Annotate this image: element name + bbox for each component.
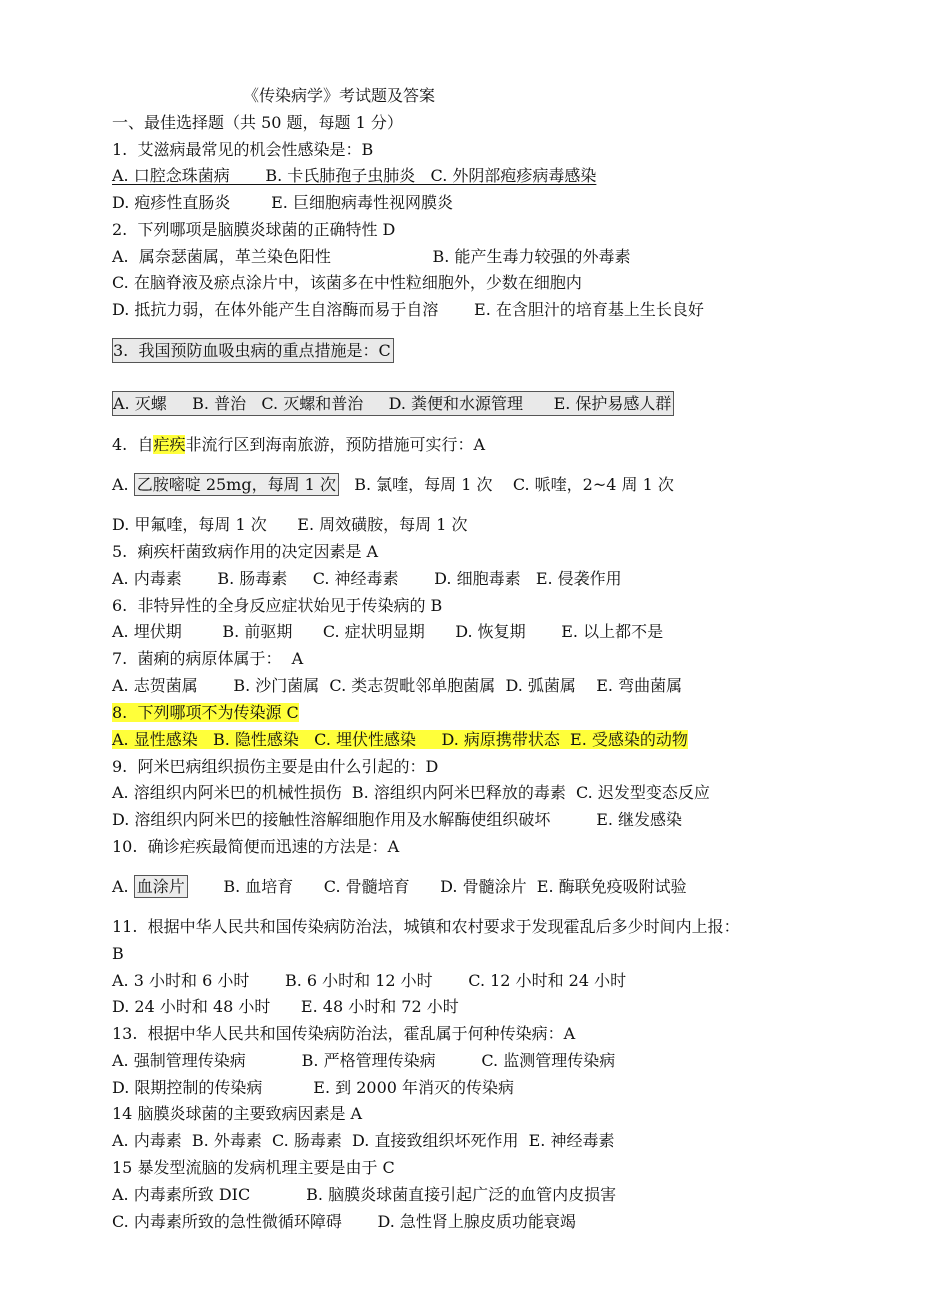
highlight-options-8: A. 显性感染 B. 隐性感染 C. 埋伏性感染 D. 病原携带状态 E. 受感染的动物 xyxy=(112,730,688,749)
question-14: 14 脑膜炎球菌的主要致病因素是 A xyxy=(112,1104,363,1123)
question-5: 5. 痢疾杆菌致病作用的决定因素是 A xyxy=(112,542,379,561)
highlight-malaria: 疟疾 xyxy=(153,435,186,454)
options-9a: A. 溶组织内阿米巴的机械性损伤 B. 溶组织内阿米巴释放的毒素 C. 迟发型变态反应 xyxy=(112,783,710,802)
options-14: A. 内毒素 B. 外毒素 C. 肠毒素 D. 直接致组织坏死作用 E. 神经毒素 xyxy=(112,1131,615,1150)
document-title: 《传染病学》考试题及答案 xyxy=(243,86,436,105)
question-10: 10. 确诊疟疾最简便而迅速的方法是：A xyxy=(112,837,400,856)
question-13: 13. 根据中华人民共和国传染病防治法，霍乱属于何种传染病：A xyxy=(112,1024,576,1043)
options-8 xyxy=(112,729,688,751)
question-8 xyxy=(112,702,299,724)
question-2: 2. 下列哪项是脑膜炎球菌的正确特性 D xyxy=(112,220,396,239)
options-2b: C. 在脑脊液及瘀点涂片中，该菌多在中性粒细胞外，少数在细胞内 xyxy=(112,273,582,292)
options-11a: A. 3 小时和 6 小时 B. 6 小时和 12 小时 C. 12 小时和 24 小时 xyxy=(112,971,627,990)
options-15a: A. 内毒素所致 DIC B. 脑膜炎球菌直接引起广泛的血管内皮损害 xyxy=(112,1185,617,1204)
answer-box-10: 血涂片 xyxy=(134,875,188,898)
options-13a: A. 强制管理传染病 B. 严格管理传染病 C. 监测管理传染病 xyxy=(112,1051,616,1070)
options-7: A. 志贺菌属 B. 沙门菌属 C. 类志贺毗邻单胞菌属 D. 弧菌属 E. 弯曲菌属 xyxy=(112,676,683,695)
answer-box-4: 乙胺嘧啶 25mg，每周 1 次 xyxy=(134,473,339,496)
options-3 xyxy=(112,393,674,415)
options-4b: D. 甲氟喹，每周 1 次 E. 周效磺胺，每周 1 次 xyxy=(112,515,468,534)
question-7: 7. 菌痢的病原体属于： A xyxy=(112,649,304,668)
question-1: 1. 艾滋病最常见的机会性感染是：B xyxy=(112,140,374,159)
options-13b: D. 限期控制的传染病 E. 到 2000 年消灭的传染病 xyxy=(112,1078,515,1097)
options-1b: D. 疱疹性直肠炎 E. 巨细胞病毒性视网膜炎 xyxy=(112,193,453,212)
options-5: A. 内毒素 B. 肠毒素 C. 神经毒素 D. 细胞毒素 E. 侵袭作用 xyxy=(112,569,622,588)
question-4: 4. 自疟疾非流行区到海南旅游，预防措施可实行：A xyxy=(112,435,486,454)
options-3-box: A. 灭螺 B. 普治 C. 灭螺和普治 D. 粪便和水源管理 E. 保护易感人群 xyxy=(112,391,674,416)
question-3 xyxy=(112,340,394,362)
options-2a: A. 属奈瑟菌属，革兰染色阳性 B. 能产生毒力较强的外毒素 xyxy=(112,247,631,266)
options-15b: C. 内毒素所致的急性微循环障碍 D. 急性肾上腺皮质功能衰竭 xyxy=(112,1212,576,1231)
section-heading: 一、最佳选择题（共 50 题，每题 1 分） xyxy=(112,113,403,132)
question-11: 11. 根据中华人民共和国传染病防治法，城镇和农村要求于发现霍乱后多少时间内上报： xyxy=(112,917,740,936)
options-10: A. 血涂片 B. 血培育 C. 骨髓培育 D. 骨髓涂片 E. 酶联免疫吸附试验 xyxy=(112,877,687,896)
question-6: 6. 非特异性的全身反应症状始见于传染病的 B xyxy=(112,596,443,615)
options-2c: D. 抵抗力弱，在体外能产生自溶酶而易于自溶 E. 在含胆汁的培育基上生长良好 xyxy=(112,300,704,319)
options-6: A. 埋伏期 B. 前驱期 C. 症状明显期 D. 恢复期 E. 以上都不是 xyxy=(112,622,664,641)
question-3-box: 3. 我国预防血吸虫病的重点措施是：C xyxy=(112,338,394,363)
options-1a: A. 口腔念珠菌病 B. 卡氏肺孢子虫肺炎 C. 外阴部疱疹病毒感染 xyxy=(112,166,597,185)
options-4a: A. 乙胺嘧啶 25mg，每周 1 次 B. 氯喹，每周 1 次 C. 哌喹，2~4 周 1 次 xyxy=(112,475,674,494)
options-11b: D. 24 小时和 48 小时 E. 48 小时和 72 小时 xyxy=(112,997,459,1016)
question-15: 15 暴发型流脑的发病机理主要是由于 C xyxy=(112,1158,395,1177)
options-9b: D. 溶组织内阿米巴的接触性溶解细胞作用及水解酶使组织破坏 E. 继发感染 xyxy=(112,810,683,829)
highlight-q8: 8. 下列哪项不为传染源 C xyxy=(112,703,299,722)
question-9: 9. 阿米巴病组织损伤主要是由什么引起的：D xyxy=(112,757,439,776)
answer-11: B xyxy=(112,944,124,963)
